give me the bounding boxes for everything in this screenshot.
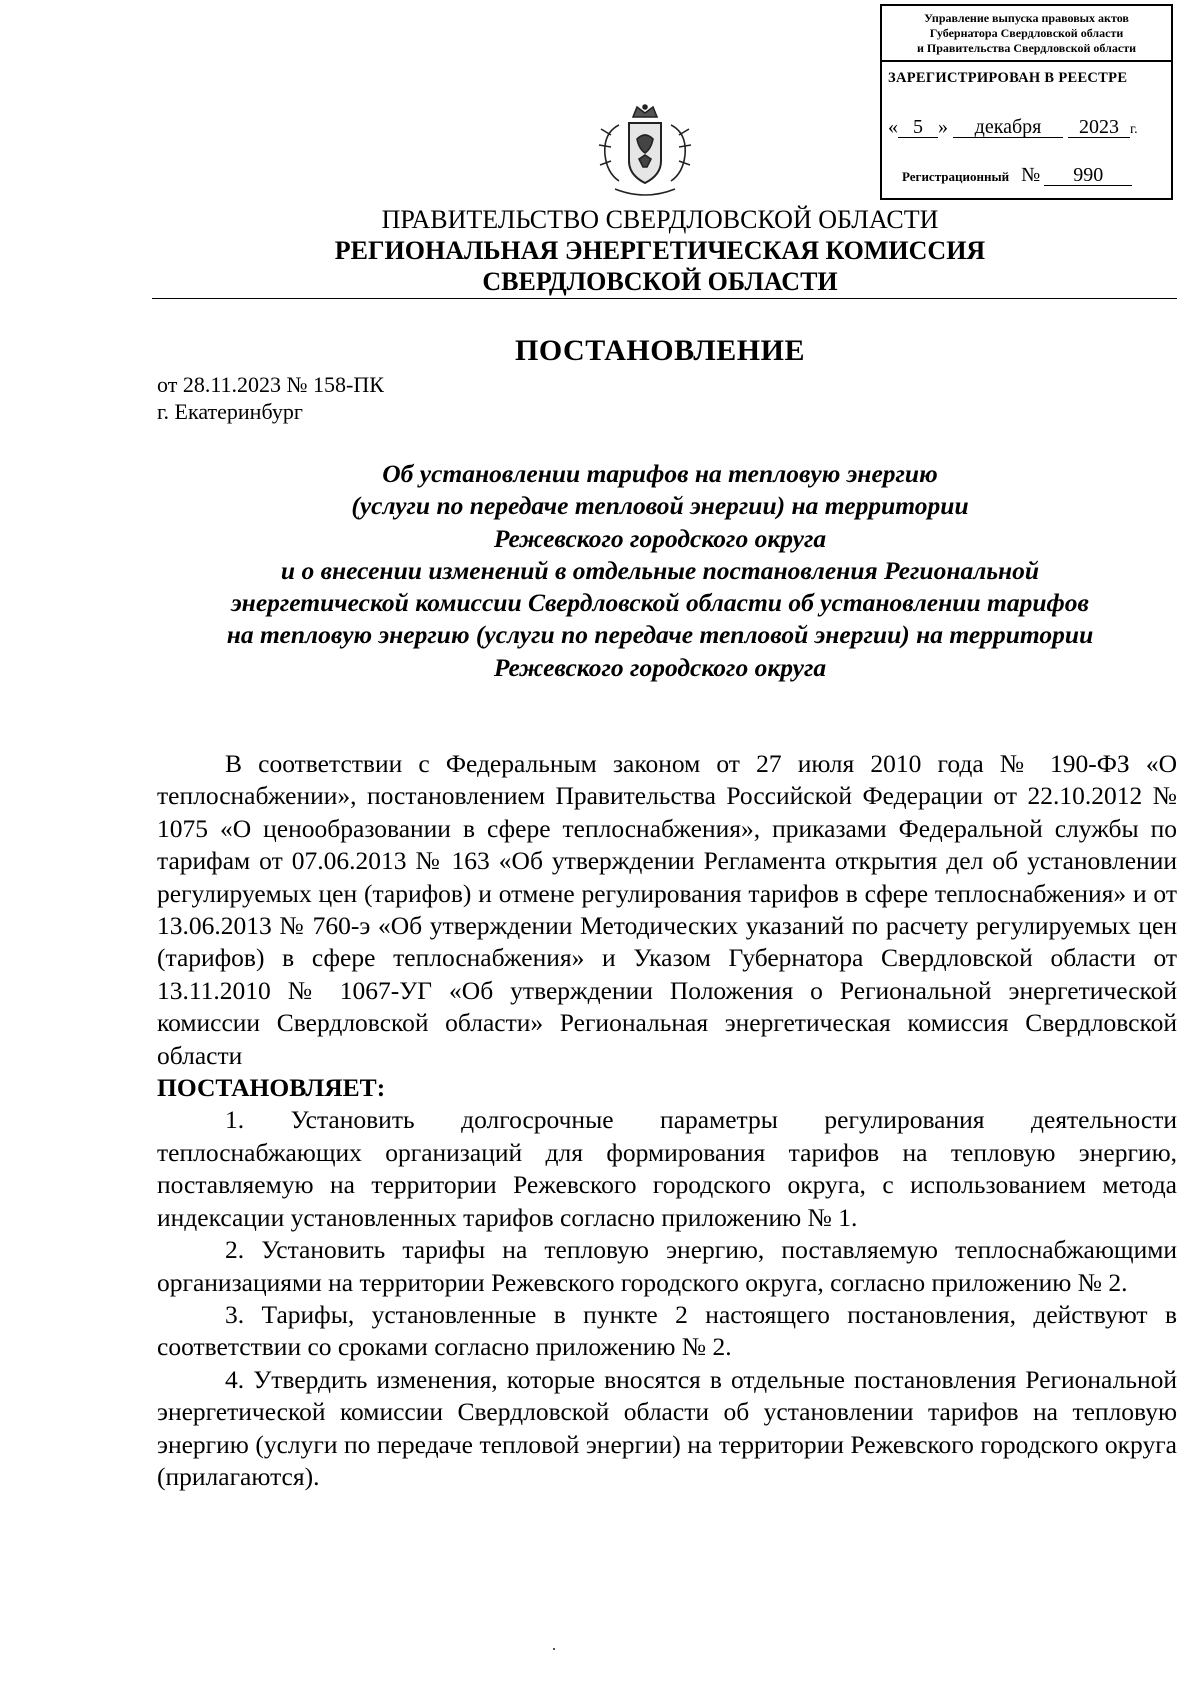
document-date-number: от 28.11.2023 № 158-ПК [157,372,384,397]
stamp-reg-label: Регистрационный [902,169,1010,184]
subject-line: и о внесении изменений в отдельные постановления Региональной [280,555,1040,585]
stamp-quote-close: » [938,116,948,138]
subject-line: Режевского городского округа [493,523,827,553]
stamp-reg-no-sign: № [1021,164,1041,186]
subject-line: на тепловую энергию (услуги по передаче тепловой энергии) на территории [226,620,1094,650]
document-type: ПОСТАНОВЛЕНИЕ [515,334,805,367]
subject-line: Об установлении тарифов на тепловую энергию [382,459,938,488]
header-commission: РЕГИОНАЛЬНАЯ ЭНЕРГЕТИЧЕСКАЯ КОМИССИЯ [334,236,986,265]
scan-speck [553,1648,555,1650]
stamp-reg-number: 990 [1044,165,1132,186]
header-divider [152,298,1177,299]
decree-word: ПОСТАНОВЛЯЕТ: [157,1073,386,1103]
subject-line: энергетической комиссии Свердловской области об установлении тарифов [231,588,1089,618]
stamp-year: 2023 [1068,117,1130,138]
stamp-year-suffix: г. [1130,122,1138,137]
decree-item: 4. Утвердить изменения, которые вносятся в отдельные постановления Региональной энергетической комиссии Свердловской области об установлении тарифов на тепловую энергию (услуги по передаче тепловой энергии) на территории Режевского городского округа (прилагаются). [157,1364,1177,1491]
registration-stamp [880,4,1173,200]
stamp-day: 5 [898,117,938,138]
stamp-registered-label: ЗАРЕГИСТРИРОВАН В РЕЕСТРЕ [888,70,1128,86]
decree-item: 3. Тарифы, установленные в пункте 2 настоящего постановления, действуют в соответствии со сроками согласно приложению № 2. [157,1299,1177,1362]
decree-item: 2. Установить тарифы на тепловую энергию, поставляемую теплоснабжающими организациями на территории Режевского городского округа, согласно приложению № 2. [157,1235,1177,1297]
stamp-date [888,116,1138,139]
stamp-office [882,6,1171,62]
stamp-month: декабря [953,117,1063,138]
stamp-quote-open: « [888,116,898,138]
document-body [157,748,1177,1493]
header-region: СВЕРДЛОВСКОЙ ОБЛАСТИ [482,267,838,296]
decree-item: 1. Установить долгосрочные параметры регулирования деятельности теплоснабжающих организаций для формирования тарифов на тепловую энергию, поставляемую на территории Режевского городского округа, с использованием метода индексации установленных тарифов согласно приложению № 1. [157,1105,1177,1232]
header-government: ПРАВИТЕЛЬСТВО СВЕРДЛОВСКОЙ ОБЛАСТИ [381,205,939,234]
stamp-registration-number [902,164,1132,187]
coat-of-arms-icon [597,103,693,201]
stamp-office-line: и Правительства Свердловской области [917,41,1136,55]
subject-line: Режевского городского округа [493,652,827,682]
subject-line: (услуги по передаче тепловой энергии) на территории [351,491,969,521]
stamp-office-line: Управление выпуска правовых актов [924,11,1129,25]
stamp-office-line: Губернатора Свердловской области [929,26,1124,40]
document-city: г. Екатеринбург [157,399,303,424]
preamble-paragraph: В соответствии с Федеральным законом от 27 июля 2010 года № 190-ФЗ «О теплоснабжении», постановлением Правительства Российской Федерации от 22.10.2012 № 1075 «О ценообразовании в сфере теплоснабжения», приказами Федеральной службы по тарифам от 07.06.2013 № 163 «Об утверждении Регламента открытия дел об установлении регулируемых цен (тарифов) и отмене регулирования тарифов в сфере теплоснабжения» и от 13.06.2013 № 760-э «Об утверждении Методических указаний по расчету регулируемых цен (тарифов) в сфере теплоснабжения» и Указом Губернатора Свердловской области от 13.11.2010 № 1067-УГ «Об утверждении Положения о Региональной энергетической комиссии Свердловской области» Региональная энергетическая комиссия Свердловской области [157,749,1177,1070]
document-subject [150,458,1170,684]
